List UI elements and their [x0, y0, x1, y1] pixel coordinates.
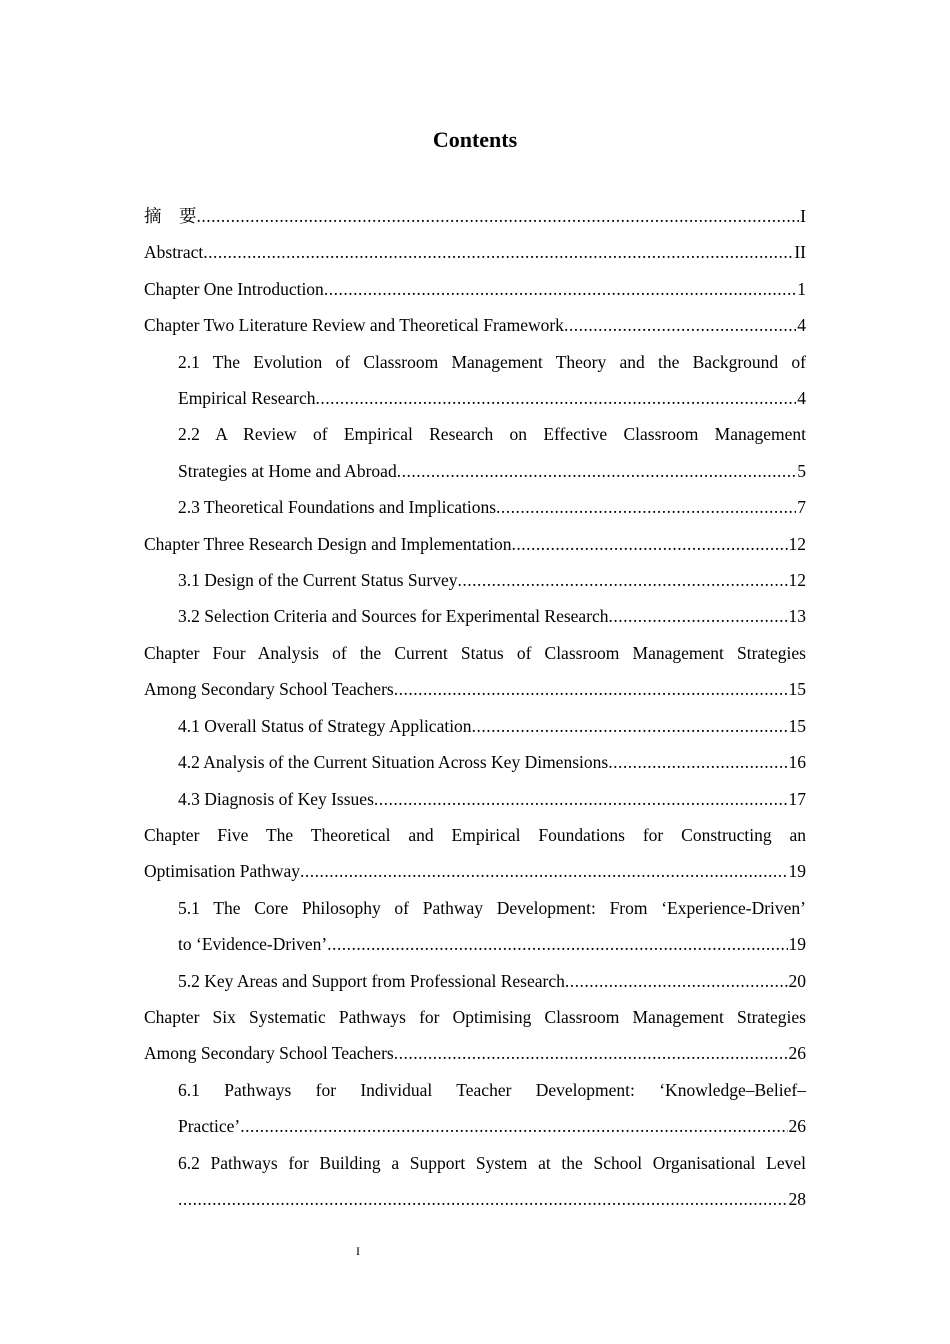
- dot-leader: [197, 198, 800, 234]
- dot-leader: [327, 926, 787, 962]
- toc-entry-text: Among Secondary School Teachers: [144, 1043, 394, 1064]
- dot-leader: [374, 781, 788, 817]
- dot-leader: [394, 1035, 788, 1071]
- dot-leader: [608, 744, 787, 780]
- toc-page-number: 26: [788, 1116, 806, 1137]
- toc-entry-text: Chapter Three Research Design and Implementation: [144, 533, 512, 554]
- toc-entry-text: 5.1 The Core Philosophy of Pathway Development: From ‘Experience-Driven’: [178, 897, 806, 918]
- toc-entry[interactable]: [144, 999, 806, 1072]
- toc-entry-line: [144, 853, 806, 889]
- toc-entry-text: Among Secondary School Teachers: [144, 679, 394, 700]
- dot-leader: [397, 453, 797, 489]
- toc-entry-text: Chapter One Introduction: [144, 278, 324, 299]
- table-of-contents: [144, 198, 806, 1217]
- toc-entry[interactable]: [144, 817, 806, 890]
- toc-page-number: II: [794, 242, 806, 263]
- toc-entry-line: [144, 526, 806, 562]
- toc-entry-line: [178, 1108, 806, 1144]
- toc-page-number: 12: [788, 533, 806, 554]
- toc-entry[interactable]: [144, 344, 806, 417]
- toc-entry-text: 3.1 Design of the Current Status Survey: [178, 570, 458, 591]
- toc-page-number: 28: [788, 1188, 806, 1209]
- toc-entry-line: [178, 489, 806, 525]
- toc-entry-text: Practice’: [178, 1116, 241, 1137]
- toc-entry[interactable]: [144, 416, 806, 489]
- toc-entry-text: Chapter Six Systematic Pathways for Optimising Classroom Management Strategies: [144, 1006, 806, 1027]
- toc-entry[interactable]: [144, 781, 806, 817]
- dot-leader: [472, 708, 788, 744]
- toc-entry-line: [178, 598, 806, 634]
- toc-entry-text: Empirical Research: [178, 388, 316, 409]
- toc-entry[interactable]: [144, 1145, 806, 1218]
- dot-leader: [512, 526, 788, 562]
- toc-page-number: 15: [788, 715, 806, 736]
- page-title: Contents: [432, 127, 518, 152]
- toc-entry-text: Strategies at Home and Abroad: [178, 460, 397, 481]
- toc-page-number: 19: [788, 861, 806, 882]
- toc-page-number: 26: [788, 1043, 806, 1064]
- toc-entry[interactable]: [144, 307, 806, 343]
- toc-entry-text: 4.3 Diagnosis of Key Issues: [178, 788, 374, 809]
- toc-page-number: 12: [788, 570, 806, 591]
- toc-entry-line: [144, 307, 806, 343]
- dot-leader: [240, 1108, 787, 1144]
- toc-entry-text: 5.2 Key Areas and Support from Professional Research: [178, 970, 565, 991]
- toc-entry-text: 2.2 A Review of Empirical Research on Effective Classroom Management: [178, 424, 806, 445]
- dot-leader: [565, 963, 788, 999]
- dot-leader: [496, 489, 796, 525]
- toc-page-number: 4: [797, 388, 806, 409]
- toc-page-number: 5: [797, 460, 806, 481]
- toc-entry-text: Chapter Two Literature Review and Theoretical Framework: [144, 315, 564, 336]
- toc-entry-line: [144, 271, 806, 307]
- toc-entry-text: 4.2 Analysis of the Current Situation Across Key Dimensions: [178, 752, 609, 773]
- toc-entry[interactable]: [144, 489, 806, 525]
- toc-entry-text: 摘 要: [144, 206, 197, 226]
- toc-page-number: 1: [797, 278, 806, 299]
- toc-entry-line: [178, 926, 806, 962]
- dot-leader: [394, 671, 788, 707]
- toc-entry-text: 4.1 Overall Status of Strategy Application: [178, 715, 472, 736]
- toc-entry-line: [144, 234, 806, 270]
- toc-entry-text: to ‘Evidence-Driven’: [178, 934, 328, 955]
- toc-entry-text: Chapter Four Analysis of the Current Status of Classroom Management Strategies: [144, 642, 806, 663]
- toc-entry[interactable]: [144, 526, 806, 562]
- toc-entry-line: [144, 671, 806, 707]
- page-number-footer: I: [356, 1244, 360, 1258]
- toc-page-number: 4: [797, 315, 806, 336]
- toc-entry[interactable]: [144, 890, 806, 963]
- toc-entry-line: [144, 1035, 806, 1071]
- toc-entry[interactable]: [144, 198, 806, 234]
- dot-leader: [324, 271, 796, 307]
- dot-leader: [457, 562, 787, 598]
- dot-leader: [300, 853, 787, 889]
- toc-entry[interactable]: [144, 744, 806, 780]
- toc-entry-text: Abstract: [144, 242, 204, 263]
- toc-entry-text: 6.1 Pathways for Individual Teacher Development: ‘Knowledge–Belief–: [178, 1079, 806, 1100]
- toc-page-number: 15: [788, 679, 806, 700]
- toc-entry-line: [144, 198, 806, 234]
- toc-entry-text: Optimisation Pathway: [144, 861, 301, 882]
- toc-entry[interactable]: [144, 635, 806, 708]
- toc-page-number: 16: [788, 752, 806, 773]
- toc-entry[interactable]: [144, 271, 806, 307]
- toc-entry-line: [178, 453, 806, 489]
- toc-entry-text: 2.1 The Evolution of Classroom Management Theory and the Background of: [178, 351, 806, 372]
- toc-entry-text: 3.2 Selection Criteria and Sources for Experimental Research: [178, 606, 609, 627]
- toc-page-number: I: [800, 206, 806, 226]
- toc-entry-text: 6.2 Pathways for Building a Support System at the School Organisational Level: [178, 1152, 806, 1173]
- toc-entry-text: Chapter Five The Theoretical and Empirical Foundations for Constructing an: [144, 824, 806, 845]
- dot-leader: [178, 1181, 788, 1217]
- dot-leader: [316, 380, 797, 416]
- toc-entry[interactable]: [144, 598, 806, 634]
- toc-page-number: 20: [788, 970, 806, 991]
- dot-leader: [564, 307, 796, 343]
- toc-page-number: 19: [788, 934, 806, 955]
- toc-entry[interactable]: [144, 1072, 806, 1145]
- toc-entry-line: [178, 781, 806, 817]
- toc-entry-line: [178, 1181, 806, 1217]
- toc-page-number: 7: [797, 497, 806, 518]
- toc-entry[interactable]: [144, 708, 806, 744]
- toc-entry[interactable]: [144, 234, 806, 270]
- toc-entry-line: [178, 744, 806, 780]
- toc-entry-line: [178, 380, 806, 416]
- toc-entry[interactable]: [144, 963, 806, 999]
- toc-page-number: 17: [788, 788, 806, 809]
- dot-leader: [203, 234, 793, 270]
- toc-entry-line: [178, 562, 806, 598]
- toc-page-number: 13: [788, 606, 806, 627]
- toc-entry[interactable]: [144, 562, 806, 598]
- dot-leader: [609, 598, 788, 634]
- toc-entry-text: 2.3 Theoretical Foundations and Implications: [178, 497, 497, 518]
- toc-entry-line: [178, 708, 806, 744]
- toc-entry-line: [178, 963, 806, 999]
